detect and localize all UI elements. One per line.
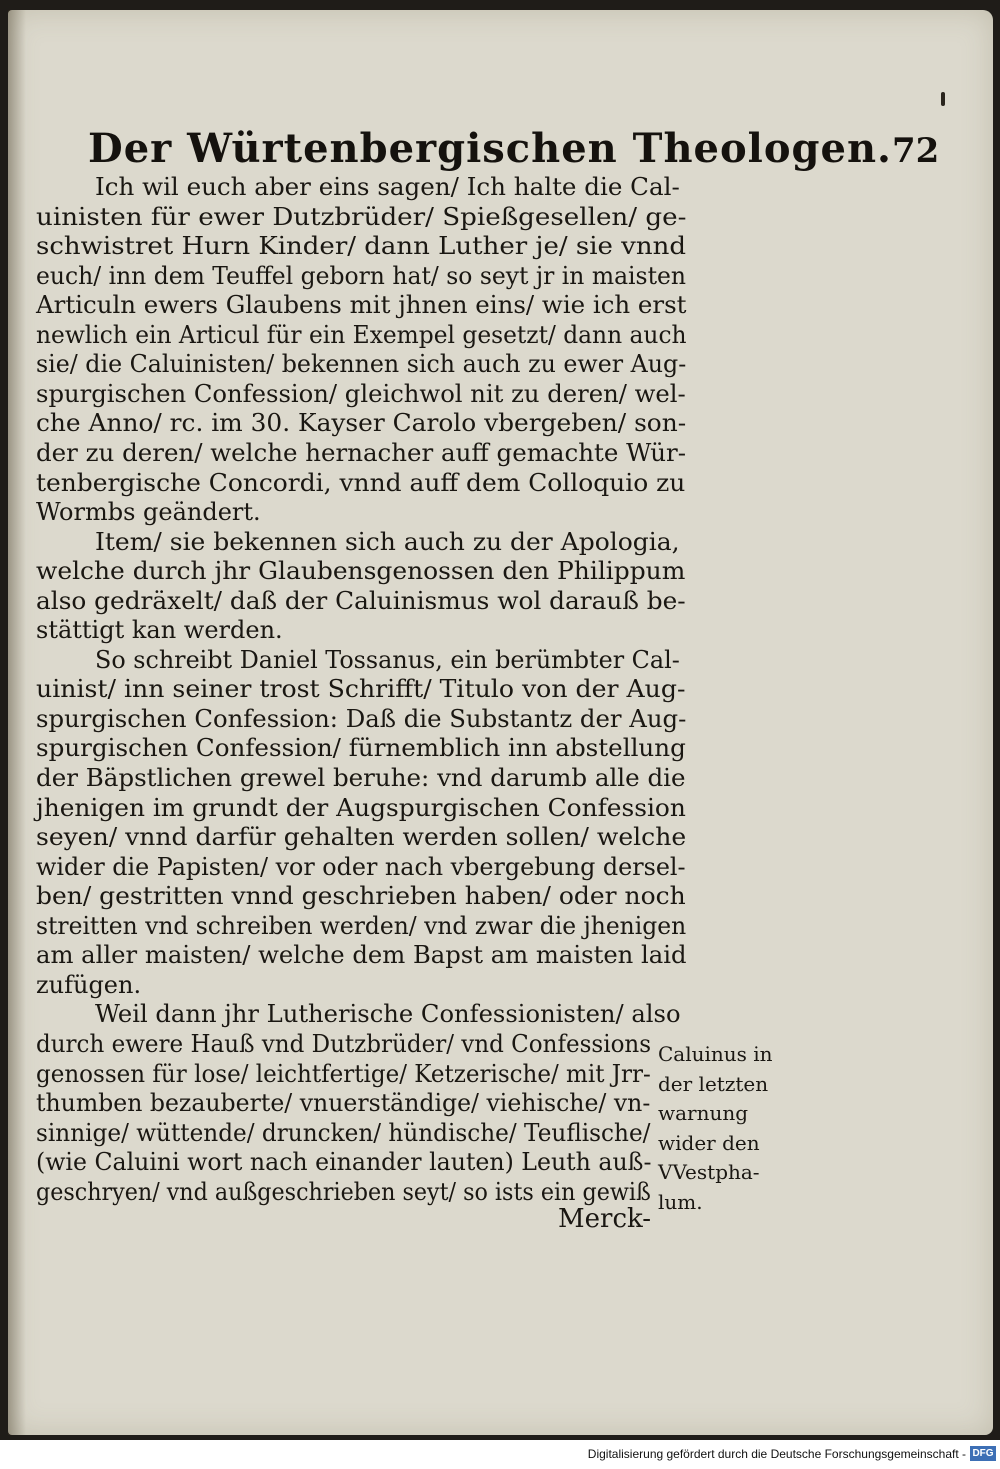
margin-note: VVestpha- [658,1160,760,1185]
text-line: Articuln ewers Glaubens mit jhnen eins/ wie ich erst [36,291,687,320]
running-title: Der Würtenbergischen Theologen. [88,125,892,172]
text-line: Item/ sie bekennen sich auch zu der Apologia, [95,527,680,556]
text-line: (wie Caluini wort nach einander lauten) Leuth auß- [36,1148,652,1177]
margin-note: Caluinus in [658,1042,773,1066]
text-line: geschryen/ vnd außgeschrieben seyt/ so ists ein gewiß [36,1177,651,1206]
dfg-logo: DFG [970,1446,996,1461]
text-line: der Bäpstlichen grewel beruhe: vnd darumb alle die [36,764,686,792]
margin-note: warnung [658,1101,749,1126]
text-line: Weil dann jhr Lutherische Confessionisten/ also [95,1000,681,1029]
page-number: 72 [891,131,940,171]
text-line: uinist/ inn seiner trost Schrifft/ Titulo von der Aug- [36,675,686,704]
text-line: genossen für lose/ leichtfertige/ Ketzerische/ mit Jrr- [36,1059,651,1088]
page-header [88,125,940,172]
text-line: spurgischen Confession/ gleichwol nit zu deren/ wel- [36,379,686,408]
text-line: spurgischen Confession: Daß die Substantz der Aug- [36,704,687,733]
margin-note: wider den [658,1130,760,1155]
digitization-credit: Digitalisierung gefördert durch die Deutsche Forschungsgemeinschaft - [587,1447,966,1461]
text-line: sinnige/ wüttende/ druncken/ hündische/ Teuflische/ [36,1118,651,1147]
text-line: tenbergische Concordi, vnnd auff dem Colloquio zu [36,468,686,497]
page-gutter-shadow [8,10,26,1435]
text-line: stättigt kan werden. [36,616,283,645]
text-line: sie/ die Caluinisten/ bekennen sich auch zu ewer Aug- [36,350,687,379]
margin-note: der letzten [658,1071,769,1096]
text-line: also gedräxelt/ daß der Caluinismus wol darauß be- [36,586,686,615]
text-line: der zu deren/ welche hernacher auff gemachte Wür- [36,438,687,467]
text-line: ben/ gestritten vnnd geschrieben haben/ oder noch [36,882,686,911]
page-edge-mark [941,92,945,106]
text-line: So schreibt Daniel Tossanus, ein berümbter Cal- [95,645,680,674]
text-line: Ich wil euch aber eins sagen/ Ich halte die Cal- [95,173,680,201]
margin-note: lum. [658,1189,703,1214]
text-line: schwistret Hurn Kinder/ dann Luther je/ sie vnnd [36,232,686,261]
text-line: newlich ein Articul für ein Exempel gesetzt/ dann auch [36,320,687,349]
text-line: Wormbs geändert. [36,498,261,527]
text-line: che Anno/ rc. im 30. Kayser Carolo vbergeben/ son- [36,409,687,438]
text-line: spurgischen Confession/ fürnemblich inn abstellung [36,734,686,763]
text-line: uinisten für ewer Dutzbrüder/ Spießgesellen/ ge- [36,202,687,231]
text-line: wider die Papisten/ vor oder nach vbergebung dersel- [36,852,686,881]
text-line: am aller maisten/ welche dem Bapst am maisten laid [36,941,687,970]
text-line: euch/ inn dem Teuffel geborn hat/ so seyt jr in maisten [36,261,686,290]
text-line: zufügen. [36,970,142,999]
text-line: seyen/ vnnd darfür gehalten werden sollen/ welche [36,823,687,852]
catchword: Merck- [558,1204,652,1234]
text-line: jhenigen im grundt der Augspurgischen Confession [36,793,686,822]
text-line: welche durch jhr Glaubensgenossen den Philippum [36,557,686,586]
text-line: streitten vnd schreiben werden/ vnd zwar die jhenigen [36,911,687,940]
text-line: durch ewere Hauß vnd Dutzbrüder/ vnd Confessions [36,1029,652,1058]
text-line: thumben bezauberte/ vnuerständige/ viehische/ vn- [36,1089,651,1118]
